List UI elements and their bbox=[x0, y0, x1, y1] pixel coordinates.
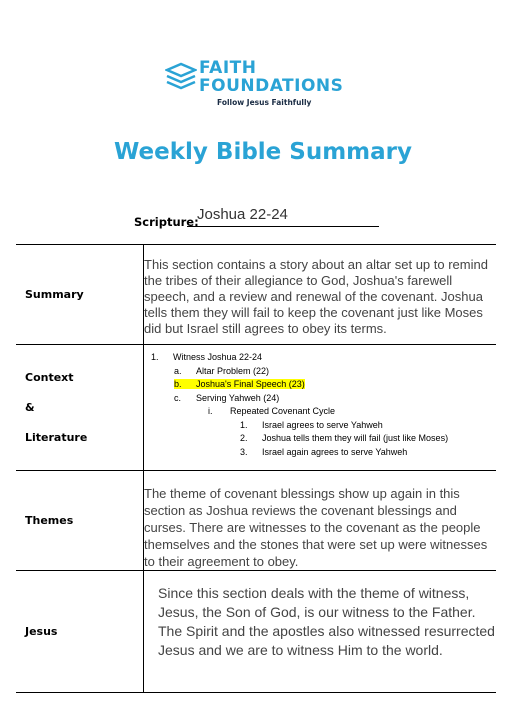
scripture-value[interactable]: Joshua 22-24 bbox=[197, 206, 288, 223]
outline-item: a. Altar Problem (22) bbox=[174, 365, 270, 376]
scripture-label: Scripture: bbox=[134, 215, 199, 229]
outline-item-highlighted: b. Joshua's Final Speech (23) bbox=[174, 379, 305, 389]
outline-item: 1. Witness Joshua 22-24 bbox=[151, 352, 263, 362]
brand-line2: FOUNDATIONS bbox=[199, 76, 344, 96]
table-row-context bbox=[16, 345, 496, 471]
brand-logo bbox=[165, 56, 355, 112]
outline-item: 2. Joshua tells them they will fail (just like Moses) bbox=[240, 433, 449, 443]
context-cell[interactable] bbox=[144, 345, 497, 471]
outline-item: c. Serving Yahweh (24) bbox=[174, 392, 280, 403]
scripture-underline bbox=[187, 226, 379, 227]
summary-text: This section contains a story about an altar set up to remind the tribes of their allegiance to God, Joshua's farewell speech, and a review and renewal of the covenant. Joshua tells them they will fail to keep the covenant just like Moses did but Israel still agrees to obey its terms. bbox=[144, 257, 488, 336]
stacked-book-icon bbox=[165, 62, 197, 92]
page-title: Weekly Bible Summary bbox=[113, 139, 413, 165]
row-label-jesus: Jesus bbox=[16, 571, 144, 693]
themes-text: The theme of covenant blessings show up again in this section as Joshua reviews the covenant blessings and curses. There are witnesses to the covenant as the people themselves and the stones that were set up were witnesses to their agreement to obey. bbox=[144, 486, 488, 569]
row-label-themes: Themes bbox=[16, 471, 144, 571]
table-row-jesus bbox=[16, 571, 496, 693]
context-label: Context bbox=[25, 370, 74, 384]
jesus-cell[interactable] bbox=[144, 571, 497, 693]
context-amp: & bbox=[25, 400, 35, 414]
table-row-summary bbox=[16, 245, 496, 345]
literature-label: Literature bbox=[25, 430, 88, 444]
row-label-summary: Summary bbox=[16, 245, 144, 345]
row-label-context bbox=[16, 345, 144, 471]
outline-item: i. Repeated Covenant Cycle bbox=[208, 406, 336, 416]
table-row-themes bbox=[16, 471, 496, 571]
themes-cell[interactable] bbox=[144, 471, 497, 571]
outline-item: 1. Israel agrees to serve Yahweh bbox=[240, 419, 383, 430]
summary-cell[interactable] bbox=[144, 245, 497, 345]
jesus-text: Since this section deals with the theme of witness, Jesus, the Son of God, is our witness to the Father. The Spirit and the apostles also witnessed resurrected Jesus and we are to witness Him to the world. bbox=[158, 585, 495, 658]
brand-line1: FAITH bbox=[199, 58, 257, 78]
outline-list bbox=[144, 345, 496, 459]
brand-tagline: Follow Jesus Faithfully bbox=[217, 98, 312, 107]
summary-table bbox=[16, 244, 496, 693]
outline-item: 3. Israel again agrees to serve Yahweh bbox=[240, 446, 408, 457]
